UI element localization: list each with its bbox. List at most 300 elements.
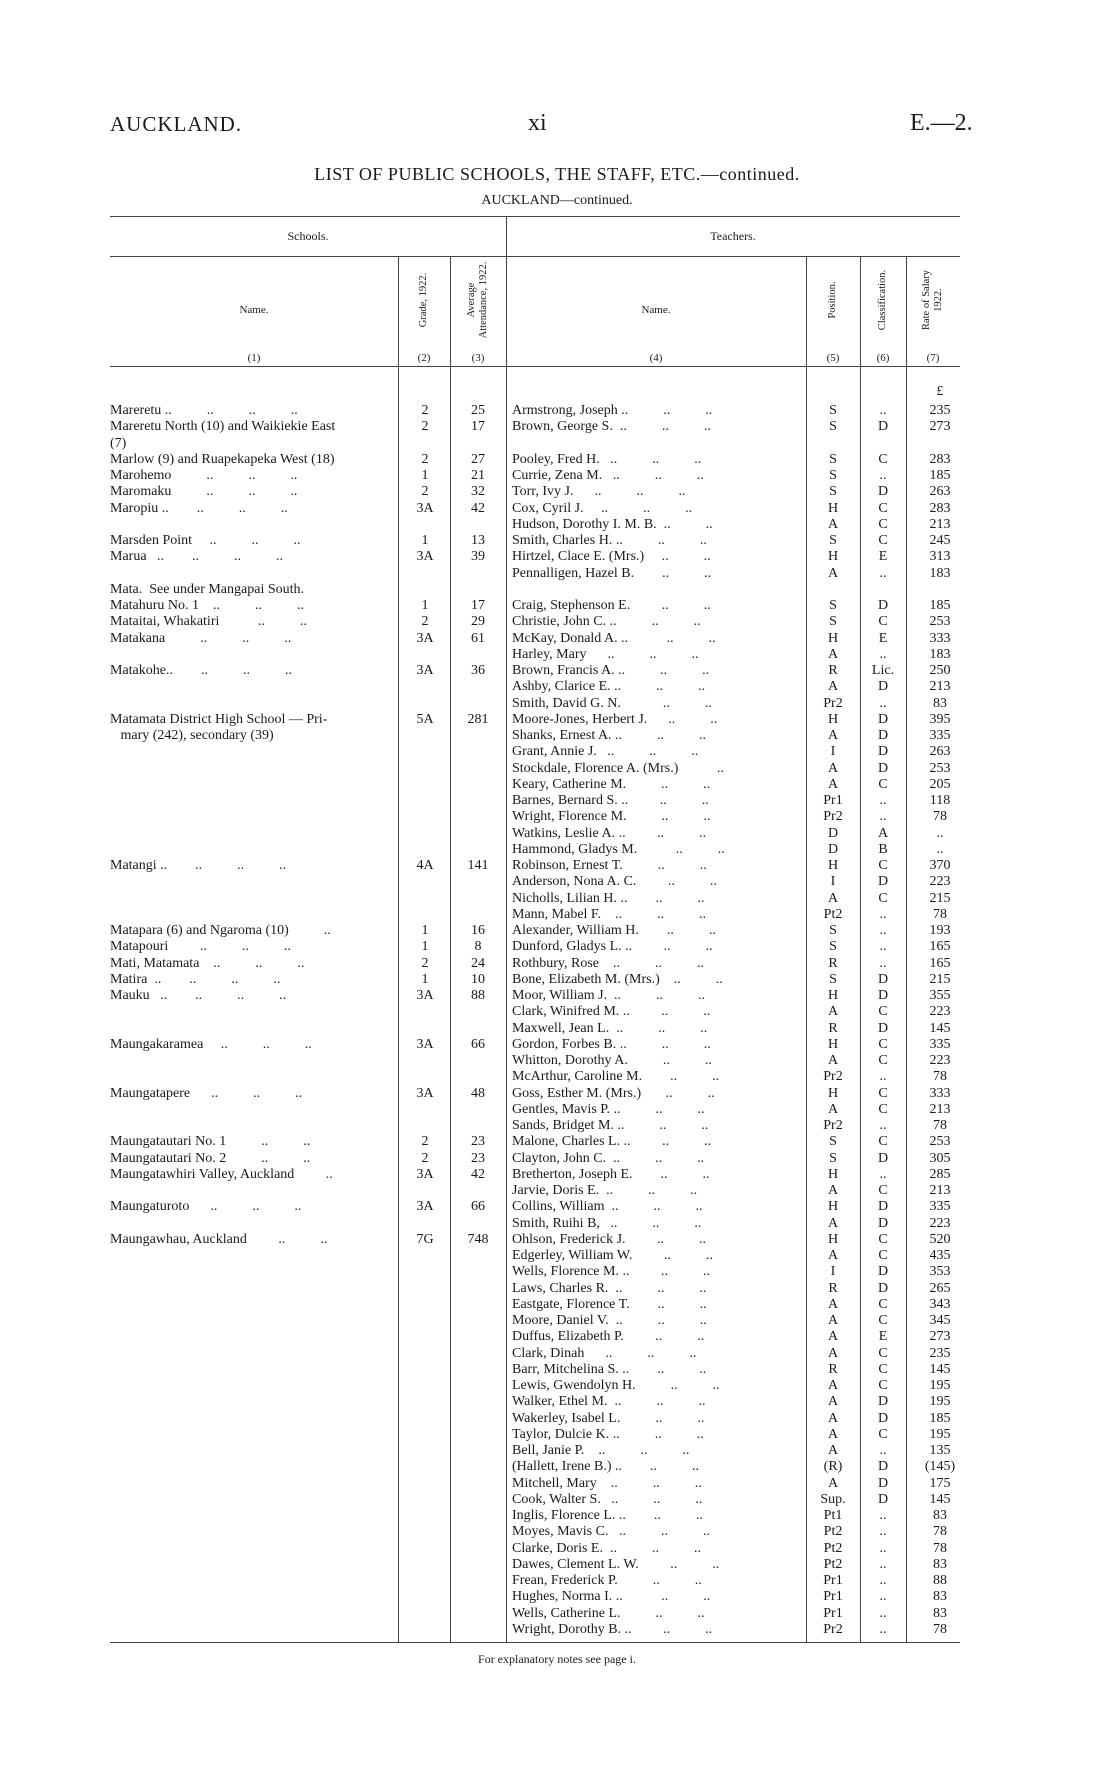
teacher-name-cell: Malone, Charles L. .. .. .. [512, 1134, 712, 1150]
grade-cell: 2 [421, 955, 429, 971]
salary-cell: 305 [929, 1150, 951, 1166]
classification-cell: .. [879, 565, 887, 581]
grade-cell: 3A [416, 663, 434, 678]
classification-cell: .. [879, 403, 887, 418]
salary-cell: .. [936, 841, 944, 857]
attendance-cell: 21 [471, 468, 485, 483]
position-cell: Pt2 [823, 906, 843, 922]
position-cell: S [829, 484, 837, 500]
teacher-name-cell: Inglis, Florence L. .. .. .. [512, 1508, 703, 1523]
classification-cell: C [878, 1313, 888, 1328]
attendance-cell: 24 [471, 955, 485, 971]
teacher-name-cell: Whitton, Dorothy A. .. .. [512, 1053, 712, 1068]
grade-cell: 3A [416, 500, 434, 516]
attendance-cell: 23 [471, 1134, 485, 1150]
classification-cell: Lic. [871, 663, 895, 678]
table-row [0, 679, 1114, 695]
classification-cell: .. [879, 1589, 887, 1605]
classification-cell: D [877, 1475, 889, 1491]
position-cell: Pt2 [823, 1524, 843, 1540]
salary-cell: 265 [929, 1280, 951, 1296]
classification-cell: C [878, 1036, 888, 1052]
position-cell: Pr2 [823, 695, 843, 711]
table-row [0, 1622, 1114, 1638]
classification-cell: .. [879, 695, 887, 711]
salary-cell: 370 [929, 858, 951, 873]
teacher-name-cell: Hughes, Norma I. .. .. .. [512, 1589, 711, 1605]
salary-cell: 345 [929, 1313, 951, 1328]
classification-cell: D [877, 419, 889, 435]
salary-cell: .. [936, 825, 944, 841]
salary-cell: 263 [929, 744, 951, 760]
attendance-cell: 17 [471, 419, 485, 435]
classification-cell: .. [879, 1118, 887, 1133]
teacher-name-cell: Wells, Catherine L. .. .. [512, 1605, 705, 1621]
teacher-name-cell: Clarke, Doris E. .. .. .. [512, 1540, 701, 1556]
school-name-cell: Mareretu North (10) and Waikiekie East [110, 419, 336, 435]
table-row [0, 972, 1114, 988]
teacher-name-cell: Moor, William J. .. .. .. [512, 988, 706, 1003]
salary-cell: 185 [929, 1410, 951, 1426]
position-cell: H [827, 630, 839, 646]
teacher-name-cell: Taylor, Dulcie K. .. .. .. [512, 1426, 704, 1442]
table-top-rule [110, 216, 960, 217]
salary-cell: 88 [933, 1573, 947, 1588]
position-cell: (R) [823, 1459, 843, 1475]
table-row [0, 1053, 1114, 1069]
classification-cell: C [878, 614, 888, 630]
position-cell: A [827, 1215, 839, 1231]
salary-cell: 83 [933, 1556, 947, 1572]
teacher-name-cell: Goss, Esther M. (Mrs.) .. .. [512, 1085, 715, 1101]
classification-cell: .. [879, 1524, 887, 1540]
position-cell: A [827, 1183, 839, 1198]
attendance-cell: 39 [471, 549, 485, 565]
position-cell: Sup. [820, 1491, 846, 1507]
attendance-cell: 61 [471, 630, 485, 646]
school-name-cell: Maungatautari No. 2 .. .. [110, 1150, 311, 1166]
classification-cell: C [878, 516, 888, 532]
teacher-name-cell: Brown, Francis A. .. .. .. [512, 663, 710, 678]
position-cell: A [827, 646, 839, 662]
salary-cell: 215 [929, 971, 951, 987]
position-cell: A [827, 1313, 839, 1328]
salary-cell: 78 [933, 1069, 947, 1085]
salary-cell: 83 [933, 695, 947, 711]
teacher-name-cell: Christie, John C. .. .. .. [512, 614, 701, 630]
classification-cell: C [878, 1183, 888, 1198]
table-row [0, 1118, 1114, 1134]
table-row [0, 598, 1114, 614]
grade-cell: 3A [416, 1085, 434, 1101]
school-name-cell: Marlow (9) and Ruapekapeka West (18) [110, 451, 335, 467]
teacher-name-cell: Gentles, Mavis P. .. .. .. [512, 1101, 705, 1117]
salary-cell: 195 [929, 1426, 951, 1442]
school-name-cell: Mauku .. .. .. .. [110, 988, 287, 1003]
attendance-cell: 66 [471, 1036, 485, 1052]
classification-cell: D [877, 1215, 889, 1231]
table-row [0, 1362, 1114, 1378]
attendance-cell: 29 [471, 614, 485, 630]
school-name-cell: Matapouri .. .. .. [110, 939, 291, 955]
classification-cell: .. [879, 906, 887, 922]
salary-cell: 205 [929, 776, 951, 792]
attendance-cell: 23 [471, 1150, 485, 1166]
table-row [0, 874, 1114, 890]
school-name-cell: Maungatapere .. .. .. [110, 1085, 303, 1101]
classification-cell: D [877, 679, 889, 695]
position-cell: Pr2 [823, 1621, 843, 1637]
position-cell: S [829, 939, 837, 955]
position-cell: H [827, 711, 839, 727]
salary-cell: 223 [929, 874, 951, 890]
position-cell: I [830, 874, 836, 890]
table-row [0, 744, 1114, 760]
teacher-name-cell: Barr, Mitchelina S. .. .. .. [512, 1361, 707, 1377]
teacher-name-cell: Dunford, Gladys L. .. .. .. [512, 939, 713, 955]
teacher-name-cell: Stockdale, Florence A. (Mrs.) .. [512, 760, 724, 776]
grade-cell: 1 [421, 923, 429, 938]
page-title: LIST OF PUBLIC SCHOOLS, THE STAFF, ETC.—continued. [314, 164, 800, 184]
salary-cell: 313 [929, 549, 951, 565]
salary-cell: 165 [929, 955, 951, 971]
grade-cell: 2 [421, 484, 429, 500]
group-rule [110, 256, 960, 257]
classification-cell: D [877, 711, 889, 727]
classification-cell: .. [879, 1605, 887, 1621]
salary-cell: 135 [929, 1443, 951, 1458]
school-name-cell: Matangi .. .. .. .. [110, 858, 287, 873]
classification-cell: D [877, 744, 889, 760]
teacher-name-cell: Dawes, Clement L. W. .. .. [512, 1556, 720, 1572]
teacher-name-cell: Moore, Daniel V. .. .. .. [512, 1313, 707, 1328]
position-cell: S [829, 468, 837, 483]
table-row [0, 647, 1114, 663]
salary-cell: 285 [929, 1166, 951, 1182]
table-row [0, 1297, 1114, 1313]
table-row [0, 614, 1114, 630]
position-cell: A [827, 1345, 839, 1361]
school-name-cell: Maungawhau, Auckland .. .. [110, 1231, 328, 1247]
table-row [0, 533, 1114, 549]
salary-cell: 223 [929, 1053, 951, 1068]
position-cell: A [827, 1378, 839, 1393]
page-header-left: AUCKLAND. [110, 112, 243, 136]
header-rule [110, 366, 960, 367]
position-cell: A [827, 679, 839, 695]
position-cell: A [827, 728, 839, 743]
position-cell: Pr1 [823, 1573, 843, 1588]
salary-cell: 283 [929, 500, 951, 516]
grade-cell: 2 [421, 451, 429, 467]
table-row [0, 1573, 1114, 1589]
classification-cell: E [878, 630, 888, 646]
school-name-cell: mary (242), secondary (39) [110, 728, 274, 743]
teacher-name-cell: Eastgate, Florence T. .. .. [512, 1296, 707, 1312]
classification-cell: .. [879, 468, 887, 483]
teacher-name-cell: Bretherton, Joseph E. .. .. [512, 1166, 710, 1182]
salary-cell: 253 [929, 614, 951, 630]
table-row [0, 1281, 1114, 1297]
salary-cell: 145 [929, 1020, 951, 1036]
page-subtitle: AUCKLAND—continued. [481, 193, 633, 208]
position-cell: A [827, 1443, 839, 1458]
teacher-name-cell: Collins, William .. .. .. [512, 1199, 703, 1215]
col-classification: Classification. [877, 269, 888, 331]
position-cell: Pr1 [823, 1589, 843, 1605]
salary-cell: (145) [924, 1459, 956, 1475]
table-row [0, 939, 1114, 955]
attendance-cell: 17 [471, 598, 485, 613]
classification-cell: C [878, 1345, 888, 1361]
table-row [0, 1606, 1114, 1622]
classification-cell: .. [879, 1166, 887, 1182]
salary-cell: 175 [929, 1475, 951, 1491]
position-cell: S [829, 403, 837, 418]
school-name-cell: Marsden Point .. .. .. [110, 533, 301, 548]
attendance-cell: 748 [467, 1231, 489, 1247]
teacher-name-cell: Wakerley, Isabel L. .. .. [512, 1410, 705, 1426]
salary-cell: 78 [933, 1524, 947, 1540]
classification-cell: C [878, 1134, 888, 1150]
table-row [0, 1004, 1114, 1020]
teacher-name-cell: Cox, Cyril J. .. .. .. [512, 500, 693, 516]
position-cell: H [827, 1166, 839, 1182]
teacher-name-cell: Smith, Ruihi B, .. .. .. [512, 1215, 702, 1231]
school-name-cell: Marua .. .. .. .. [110, 549, 284, 565]
attendance-cell: 32 [471, 484, 485, 500]
salary-cell: 273 [929, 1329, 951, 1345]
col-number: (7) [926, 352, 940, 364]
salary-cell: 78 [933, 1118, 947, 1133]
teacher-name-cell: Bell, Janie P. .. .. .. [512, 1443, 690, 1458]
teacher-name-cell: Maxwell, Jean L. .. .. .. [512, 1020, 708, 1036]
salary-cell: 435 [929, 1248, 951, 1263]
school-name-cell: Maungaturoto .. .. .. [110, 1199, 302, 1215]
grade-cell: 3A [416, 549, 434, 565]
grade-cell: 1 [421, 598, 429, 613]
classification-cell: .. [879, 1069, 887, 1085]
table-row [0, 1102, 1114, 1118]
position-cell: A [827, 760, 839, 776]
classification-cell: .. [879, 955, 887, 971]
teacher-name-cell: Wright, Dorothy B. .. .. .. [512, 1621, 713, 1637]
salary-cell: 145 [929, 1361, 951, 1377]
position-cell: A [827, 516, 839, 532]
salary-cell: 183 [929, 646, 951, 662]
school-name-cell: Matakohe.. .. .. .. [110, 663, 292, 678]
table-row [0, 777, 1114, 793]
grade-cell: 2 [421, 403, 429, 418]
classification-cell: D [877, 1199, 889, 1215]
table-row [0, 988, 1114, 1004]
school-name-cell: (7) [110, 435, 127, 451]
position-cell: I [830, 1264, 836, 1280]
classification-cell: C [878, 533, 888, 548]
table-row [0, 1216, 1114, 1232]
salary-cell: 118 [929, 793, 951, 808]
table-row [0, 631, 1114, 647]
teacher-name-cell: Mitchell, Mary .. .. .. [512, 1475, 702, 1491]
col-number: (3) [471, 352, 485, 364]
col-salary: Rate of Salary 1922. [921, 269, 944, 331]
salary-cell: 145 [929, 1491, 951, 1507]
teacher-name-cell: (Hallett, Irene B.) .. .. .. [512, 1459, 700, 1475]
position-cell: Pr1 [823, 1605, 843, 1621]
table-row [0, 761, 1114, 777]
teacher-name-cell: Hirtzel, Clace E. (Mrs.) .. .. [512, 549, 711, 565]
table-row [0, 1541, 1114, 1557]
classification-cell: D [877, 1459, 889, 1475]
position-cell: A [827, 1426, 839, 1442]
position-cell: A [827, 1053, 839, 1068]
salary-cell: 185 [929, 468, 951, 483]
teacher-name-cell: Harley, Mary .. .. .. [512, 646, 699, 662]
grade-cell: 2 [421, 614, 429, 630]
grade-cell: 3A [416, 988, 434, 1003]
classification-cell: .. [879, 939, 887, 955]
table-bottom-rule [110, 1642, 960, 1643]
teacher-name-cell: Anderson, Nona A. C. .. .. [512, 874, 717, 890]
col-number: (6) [876, 352, 890, 364]
position-cell: H [827, 1085, 839, 1101]
table-row [0, 696, 1114, 712]
table-row [0, 1264, 1114, 1280]
classification-cell: .. [879, 646, 887, 662]
salary-cell: 253 [929, 1134, 951, 1150]
salary-cell: 333 [929, 630, 951, 646]
position-cell: S [829, 419, 837, 435]
salary-cell: 520 [929, 1231, 951, 1247]
group-teachers: Teachers. [710, 229, 756, 243]
classification-cell: D [877, 1020, 889, 1036]
teacher-name-cell: Frean, Frederick P. .. .. [512, 1573, 702, 1588]
position-cell: H [827, 1036, 839, 1052]
classification-cell: .. [879, 1621, 887, 1637]
attendance-cell: 42 [471, 500, 485, 516]
table-row [0, 566, 1114, 582]
salary-cell: 250 [929, 663, 951, 678]
school-name-cell: Maropiu .. .. .. .. [110, 500, 288, 516]
classification-cell: D [877, 1394, 889, 1410]
teacher-name-cell: Wright, Florence M. .. .. [512, 809, 711, 825]
classification-cell: D [877, 1410, 889, 1426]
classification-cell: .. [879, 923, 887, 938]
school-name-cell: Matamata District High School — Pri- [110, 711, 328, 727]
position-cell: Pt1 [823, 1508, 843, 1523]
position-cell: Pr2 [823, 809, 843, 825]
col-position: Position. [827, 281, 838, 319]
classification-cell: D [877, 484, 889, 500]
position-cell: Pr2 [823, 1118, 843, 1133]
school-name-cell: Maungatautari No. 1 .. .. [110, 1134, 311, 1150]
school-name-cell: Matahuru No. 1 .. .. .. [110, 598, 305, 613]
attendance-cell: 27 [471, 451, 485, 467]
classification-cell: C [878, 776, 888, 792]
group-schools: Schools. [287, 229, 329, 243]
position-cell: S [829, 614, 837, 630]
classification-cell: .. [879, 1508, 887, 1523]
table-row [0, 1151, 1114, 1167]
classification-cell: D [877, 874, 889, 890]
salary-cell: 83 [933, 1589, 947, 1605]
classification-cell: E [878, 549, 888, 565]
salary-cell: 335 [929, 1199, 951, 1215]
position-cell: A [827, 1329, 839, 1345]
salary-cell: 335 [929, 728, 951, 743]
grade-cell: 2 [421, 419, 429, 435]
position-cell: S [829, 598, 837, 613]
classification-cell: D [877, 728, 889, 743]
table-row [0, 1346, 1114, 1362]
school-name-cell: Mati, Matamata .. .. .. [110, 955, 305, 971]
table-row [0, 1492, 1114, 1508]
table-row [0, 1459, 1114, 1475]
attendance-cell: 66 [471, 1199, 485, 1215]
col-number: (2) [417, 352, 431, 364]
classification-cell: C [878, 1248, 888, 1263]
classification-cell: D [877, 1491, 889, 1507]
classification-cell: D [877, 760, 889, 776]
table-row [0, 1313, 1114, 1329]
teacher-name-cell: Gordon, Forbes B. .. .. .. [512, 1036, 711, 1052]
position-cell: A [827, 1410, 839, 1426]
salary-cell: 353 [929, 1264, 951, 1280]
grade-cell: 3A [416, 1166, 434, 1182]
table-row [0, 891, 1114, 907]
salary-cell: 78 [933, 1621, 947, 1637]
page-header-right: E.—2. [910, 110, 973, 136]
salary-cell: 83 [933, 1605, 947, 1621]
table-row [0, 1329, 1114, 1345]
table-row [0, 1183, 1114, 1199]
table-row [0, 419, 1114, 435]
teacher-name-cell: Hudson, Dorothy I. M. B. .. .. [512, 516, 713, 532]
table-row [0, 484, 1114, 500]
grade-cell: 1 [421, 939, 429, 955]
salary-cell: 253 [929, 760, 951, 776]
salary-cell: 195 [929, 1394, 951, 1410]
table-row [0, 1443, 1114, 1459]
teacher-name-cell: Ashby, Clarice E. .. .. .. [512, 679, 706, 695]
classification-cell: D [877, 971, 889, 987]
grade-cell: 2 [421, 1134, 429, 1150]
classification-cell: .. [879, 793, 887, 808]
classification-cell: C [878, 1296, 888, 1312]
position-cell: R [828, 1020, 838, 1036]
salary-cell: 245 [929, 533, 951, 548]
classification-cell: C [878, 1231, 888, 1247]
position-cell: A [827, 1004, 839, 1020]
currency-symbol: £ [936, 384, 944, 399]
teacher-name-cell: Moyes, Mavis C. .. .. .. [512, 1524, 710, 1540]
teacher-name-cell: Nicholls, Lilian H. .. .. .. [512, 890, 705, 906]
classification-cell: C [878, 1004, 888, 1020]
table-row [0, 1069, 1114, 1085]
classification-cell: .. [879, 1556, 887, 1572]
position-cell: A [827, 565, 839, 581]
salary-cell: 223 [929, 1004, 951, 1020]
position-cell: H [827, 500, 839, 516]
grade-cell: 1 [421, 468, 429, 483]
grade-cell: 5A [416, 711, 434, 727]
salary-cell: 78 [933, 809, 947, 825]
table-row [0, 1476, 1114, 1492]
classification-cell: D [877, 598, 889, 613]
attendance-cell: 10 [471, 971, 485, 987]
teacher-name-cell: Mann, Mabel F. .. .. .. [512, 906, 707, 922]
classification-cell: C [878, 1426, 888, 1442]
